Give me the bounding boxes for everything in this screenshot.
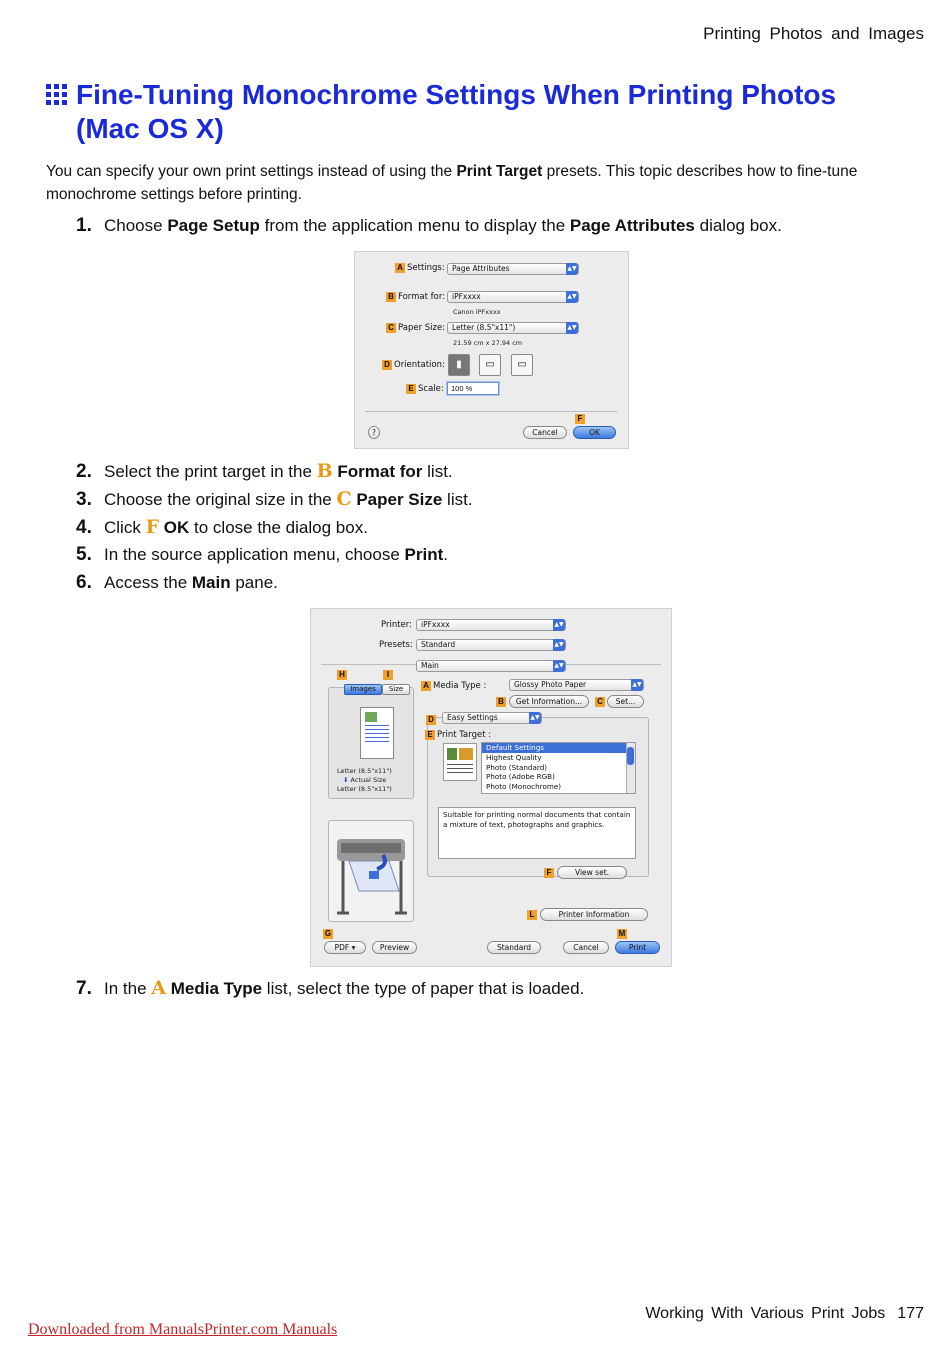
separator <box>365 411 617 412</box>
ok-button[interactable]: OK <box>573 426 616 439</box>
popup-arrows-icon: ▲▼ <box>566 322 578 334</box>
badge-l: L <box>527 910 537 920</box>
step-5: 5. In the source application menu, choose Print. <box>76 544 448 565</box>
help-button[interactable]: ? <box>368 426 380 439</box>
list-item[interactable]: Highest Quality <box>486 752 542 762</box>
list-scrollbar[interactable] <box>626 743 635 793</box>
scale-field[interactable]: 100 % <box>447 382 499 395</box>
page-preview-image <box>360 707 394 759</box>
section-title <box>46 78 916 146</box>
print-target-list[interactable] <box>481 742 636 794</box>
pane-popup[interactable]: Main ▲▼ <box>416 660 566 672</box>
list-item[interactable]: Default Settings <box>482 743 635 753</box>
print-dialog <box>310 608 672 967</box>
badge-f: F <box>575 414 585 424</box>
preview-panel <box>328 687 414 799</box>
cancel-button[interactable]: Cancel <box>523 426 567 439</box>
format-for-label: B Format for: <box>386 292 445 302</box>
step-1: 1. Choose Page Setup from the application menu to display the Page Attributes dialog box. <box>76 215 782 236</box>
media-type-popup[interactable]: Glossy Photo Paper ▲▼ <box>509 679 644 691</box>
view-set-button[interactable]: View set. <box>557 866 627 879</box>
badge-i: I <box>383 670 393 680</box>
get-information-button[interactable]: Get Information... <box>509 695 589 708</box>
printer-label: Printer: <box>381 620 412 630</box>
step-2: 2. Select the print target in the B Format for list. <box>76 460 453 482</box>
presets-popup[interactable]: Standard ▲▼ <box>416 639 566 651</box>
portrait-orientation-button[interactable]: ▮ <box>448 354 470 376</box>
badge-m: M <box>618 929 626 938</box>
page-number: 177 <box>897 1305 924 1322</box>
badge-f: F <box>544 868 554 878</box>
intro-paragraph: You can specify your own print settings instead of using the Print Target presets. This topic describes how to fine-tune monochrome settings before printing. <box>46 163 858 203</box>
printer-information-button[interactable]: Printer Information <box>540 908 648 921</box>
list-item[interactable]: Photo (Monochrome) <box>486 782 562 792</box>
title-line-2: (Mac OS X) <box>76 113 224 144</box>
paper-size-popup[interactable]: Letter (8.5"x11") ▲▼ <box>447 322 579 334</box>
popup-arrows-icon: ▲▼ <box>566 263 578 275</box>
page-footer <box>633 1305 924 1323</box>
cancel-button[interactable]: Cancel <box>563 941 609 954</box>
page-setup-dialog <box>354 251 629 449</box>
grid-icon <box>46 84 68 106</box>
popup-arrows-icon: ▲▼ <box>553 619 565 631</box>
print-target-label: E Print Target : <box>425 730 491 740</box>
step-7: 7. In the A Media Type list, select the type of paper that is loaded. <box>76 977 585 999</box>
paper-size-detail: 21.59 cm x 27.94 cm <box>453 339 523 347</box>
popup-arrows-icon: ▲▼ <box>553 660 565 672</box>
format-for-detail: Canon iPFxxxx <box>453 308 501 316</box>
source-link[interactable]: Downloaded from ManualsPrinter.com Manuals <box>28 1321 338 1338</box>
scale-label: E Scale: <box>406 384 444 394</box>
media-type-label: A Media Type : <box>421 681 486 691</box>
arrow-down-icon: ⬇ <box>343 776 349 784</box>
standard-button[interactable]: Standard <box>487 941 541 954</box>
set-button[interactable]: Set... <box>607 695 644 708</box>
presets-label: Presets: <box>379 640 413 650</box>
tab-images[interactable]: Images <box>344 684 382 695</box>
tab-size[interactable]: Size <box>382 684 410 695</box>
printer-popup[interactable]: iPFxxxx ▲▼ <box>416 619 566 631</box>
preview-size-1: Letter (8.5"x11") <box>337 767 392 775</box>
badge-b: B <box>496 697 506 707</box>
badge-d: D <box>426 715 436 725</box>
badge-h: H <box>337 670 347 680</box>
badge-g: G <box>324 929 332 938</box>
preview-size-3: Letter (8.5"x11") <box>337 785 392 793</box>
format-for-popup[interactable]: iPFxxxx ▲▼ <box>447 291 579 303</box>
orientation-label: D Orientation: <box>382 360 445 370</box>
step-6: 6. Access the Main pane. <box>76 572 278 593</box>
title-line-1: Fine-Tuning Monochrome Settings When Printing Photos <box>76 79 837 110</box>
printer-illustration-panel <box>328 820 414 922</box>
footer-section: Working With Various Print Jobs <box>645 1305 886 1322</box>
landscape-orientation-button[interactable]: ▭ <box>479 354 501 376</box>
preview-size-2: ⬇ Actual Size <box>343 776 387 784</box>
popup-arrows-icon: ▲▼ <box>553 639 565 651</box>
easy-settings-popup[interactable]: Easy Settings ▲▼ <box>442 712 542 724</box>
settings-label: A Settings: <box>395 263 445 273</box>
preview-button[interactable]: Preview <box>372 941 417 954</box>
list-item[interactable]: Photo (Standard) <box>486 762 548 772</box>
popup-arrows-icon: ▲▼ <box>529 712 541 724</box>
paper-size-label: C Paper Size: <box>386 323 445 333</box>
page-header: Printing Photos and Images <box>703 24 924 43</box>
pdf-button[interactable]: PDF ▾ <box>324 941 366 954</box>
popup-arrows-icon: ▲▼ <box>631 679 643 691</box>
reverse-landscape-orientation-button[interactable]: ▭ <box>511 354 533 376</box>
step-3: 3. Choose the original size in the C Paper Size list. <box>76 488 473 510</box>
step-4: 4. Click F OK to close the dialog box. <box>76 516 368 538</box>
print-target-thumbnail <box>443 743 477 781</box>
printer-illustration-icon <box>329 821 413 921</box>
settings-popup[interactable]: Page Attributes ▲▼ <box>447 263 579 275</box>
print-button[interactable]: Print <box>615 941 660 954</box>
popup-arrows-icon: ▲▼ <box>566 291 578 303</box>
badge-c: C <box>595 697 605 707</box>
list-item[interactable]: Photo (Adobe RGB) <box>486 772 555 782</box>
description-box: Suitable for printing normal documents that contain a mixture of text, photographs and graphics. <box>438 807 636 859</box>
